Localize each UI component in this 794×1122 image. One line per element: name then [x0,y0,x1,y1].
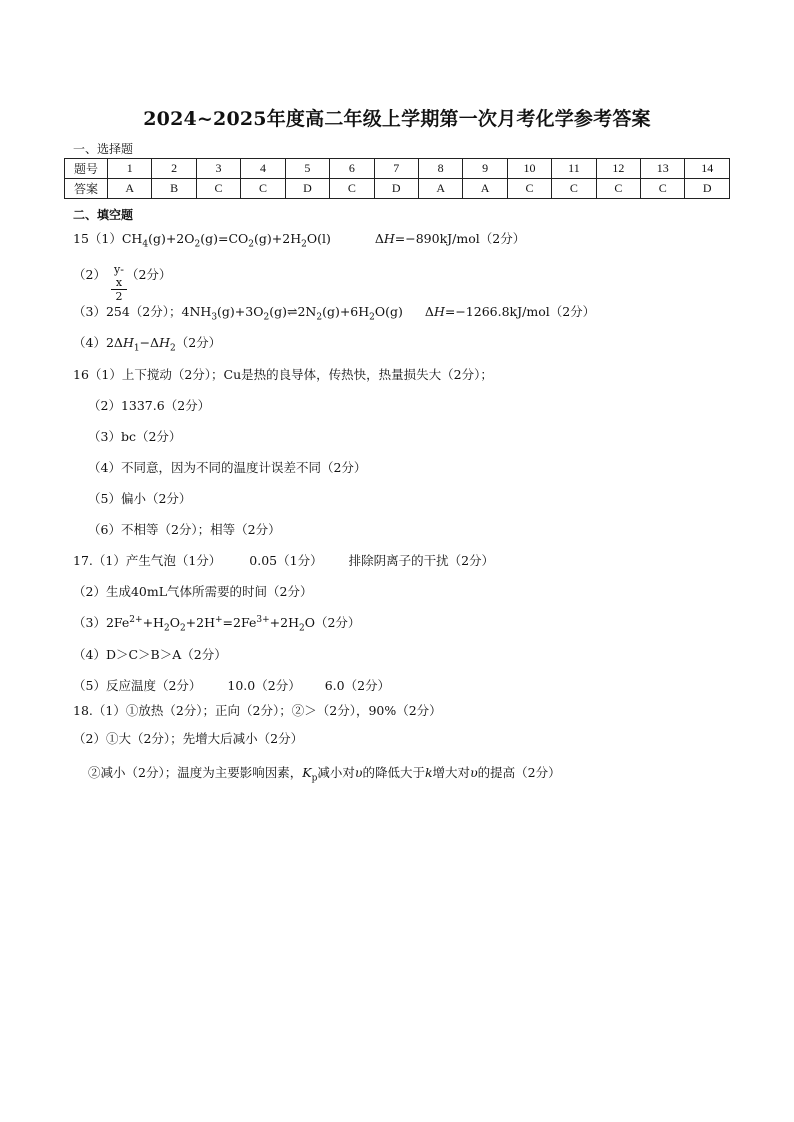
table-cell: C [641,179,685,199]
table-cell: C [196,179,240,199]
table-cell: A [108,179,152,199]
table-cell: 14 [685,159,730,179]
table-cell: A [418,179,462,199]
table-row-head: 答案 [65,179,108,199]
table-row-answers [65,179,730,199]
q17-line-2: （2）生成40mL气体所需要的时间（2分） [73,584,313,599]
q15-line-3: （3）254（2分）；$4NH_3(g)+3O_2(g)\rightleftharpoons 2N_2(g)+6H_2O(g)$ ΔH=−1266.8kJ/mol（2分） [73,304,596,323]
fraction: $\frac{y-x}{2}$ [111,263,127,303]
q16-line-1: 16（1）上下搅动（2分）；Cu是热的良导体，传热快，热量损失大（2分）； [73,367,493,382]
q18-line-1: 18.（1）①放热（2分）；正向（2分）；②＞（2分），90%（2分） [73,703,442,718]
section-choice-heading: 一、选择题 [73,142,134,156]
q15-line-1: $15(1)CH_4(g)+2O_2(g)=CO_2(g)+2H_2O(l)$ ΔH=−890kJ/mol（2分） [73,231,526,250]
table-cell: B [152,179,196,199]
q15-line-4: $(4)2\Delta H_1-\Delta H_2(2$分） [73,335,222,354]
table-cell: C [596,179,640,199]
table-cell: 5 [285,159,329,179]
table-cell: 4 [241,159,285,179]
table-cell: C [552,179,596,199]
table-cell: 6 [330,159,374,179]
table-cell: 8 [418,159,462,179]
q18-line-3: ②减小（2分）；温度为主要影响因素，$K_p$减小对υ的降低大于k增大对υ的提高（2分） [88,765,561,784]
table-cell: 3 [196,159,240,179]
table-cell: 7 [374,159,418,179]
q17-line-5: （5）反应温度（2分） 10.0（2分） 6.0（2分） [73,678,391,693]
page-title: 2024~2025年度高二年级上学期第一次月考化学参考答案 [143,108,651,130]
table-cell: 1 [108,159,152,179]
q16-line-2: （2）1337.6（2分） [88,398,211,413]
q15-line-2: （2） （2分） [73,267,172,282]
q18-line-2: （2）①大（2分）；先增大后减小（2分） [73,731,304,746]
table-cell: D [374,179,418,199]
table-cell: A [463,179,507,199]
table-cell: 9 [463,159,507,179]
answer-table [64,158,730,199]
table-cell: 10 [507,159,551,179]
table-row-numbers [65,159,730,179]
section-fill-heading: 二、填空题 [73,208,134,222]
table-cell: 11 [552,159,596,179]
q17-line-3: $(3)2Fe^{2+}+H_2O_2+2H^+=2Fe^{3+}+2H_2O(2$分） [73,614,361,634]
table-cell: D [285,179,329,199]
table-cell: C [241,179,285,199]
q16-line-6: （6）不相等（2分）；相等（2分） [88,522,281,537]
q16-line-3: （3）bc（2分） [88,429,182,444]
table-cell: 12 [596,159,640,179]
table-cell: 13 [641,159,685,179]
table-cell: 2 [152,159,196,179]
table-cell: D [685,179,730,199]
q16-line-5: （5）偏小（2分） [88,491,192,506]
q17-line-4: （4）D＞C＞B＞A（2分） [73,647,227,662]
table-row-head: 题号 [65,159,108,179]
table-cell: C [330,179,374,199]
table-cell: C [507,179,551,199]
q16-line-4: （4）不同意，因为不同的温度计误差不同（2分） [88,460,367,475]
q17-line-1: 17.（1）产生气泡（1分） 0.05（1分） 排除阴离子的干扰（2分） [73,553,495,568]
